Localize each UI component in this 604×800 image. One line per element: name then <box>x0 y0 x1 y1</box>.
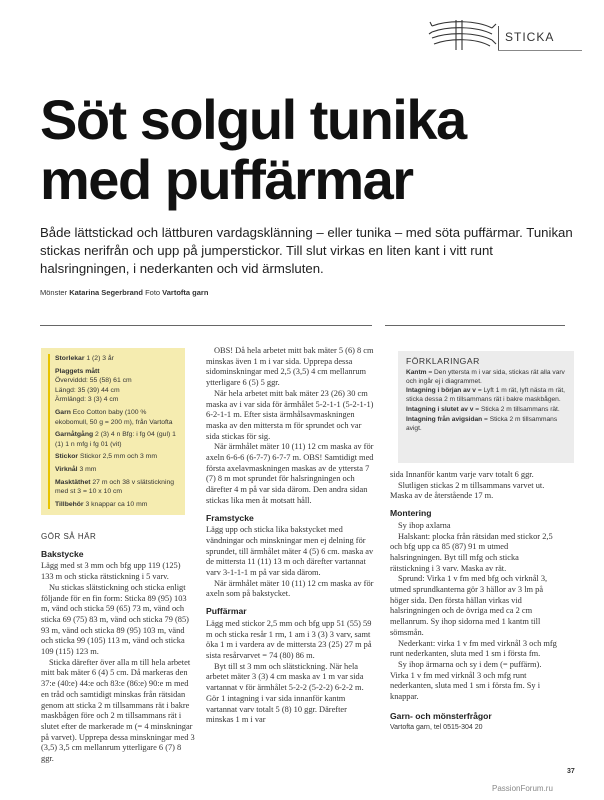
header-rule <box>498 50 582 51</box>
how-to-label: GÖR SÅ HÄR <box>41 532 97 541</box>
explanations-heading: FÖRKLARINGAR <box>406 356 480 366</box>
yarn-skein-icon <box>428 14 498 58</box>
credits: Mönster Katarina Segerbrand Foto Vartofta garn <box>40 288 209 297</box>
sleeve-heading: Puffärmar <box>206 606 247 617</box>
back-heading: Bakstycke <box>41 548 84 559</box>
assembly-heading: Montering <box>390 508 432 519</box>
divider-left <box>40 325 372 326</box>
photo-credit: Vartofta garn <box>162 288 209 297</box>
divider-right <box>385 325 565 326</box>
column-2: OBS! Då hela arbetet mitt bak mäter 5 (6) 8 cm minskas även 1 m i var sida. Upprepa dessa sidominskningar med 2,5 (3,5) 4 cm mellanrum ytterligare 6 (5) 5 ggr. När hela arbetet mitt bak mäter 23 (26) 30 cm maska av i var sida för ärmhålet 5-2-1-1 (5-2-1-1) 6-2-1-1 m. Efter sista ärmhålsavmaskningen maska av den mittersta m för sprundet och var sida stickas för sig. När ärmhålet mäter 10 (11) 12 cm maska av för axeln 6-6-6 (6-7-7) 6-7-7 m. OBS! Samtidigt med första axelavmaskningen maskas av de yttersta 7 (7) 8 m mot sprundet för halsringningen och därefter 4 m på var sida därom. Den andra sidan stickas lika men åt motsatt håll. Framstycke Lägg upp och sticka lika bakstycket med vändningar och minskningar men ej delning för sprundet, till ärmhålet mäter 4 (5) 6 cm. maska av de mittersta 11 (11) 13 m och därefter vartannat varv 3-1-1-1 m på var sida därom. När ärmhålet mäter 10 (11) 12 cm maska av för axeln som på bakstycket. Puffärmar Lägg med stickor 2,5 mm och bfg upp 51 (55) 59 m och sticka resår 1 rm, 1 am i 3 (3) 3 varv, samt öka 1 m i vardera av de mittersta 23 (25) 27 m på sista resårvarvet = 74 (80) 86 m. Byt till st 3 mm och slätstickning. När hela arbetet mäter 3 (3) 4 cm maska av 1 m var sida vartannat v för ärmhålet 5-2-2 (5-2-2) 6-2-2 m. Gör 1 intagning i var sida innanför kantm vartannat varv totalt 5 (8) 10 ggr. Därefter minskas 1 m i var <box>206 346 376 726</box>
page-number: 37 <box>567 768 575 775</box>
column-1: GÖR SÅ HÄR Bakstycke Lägg med st 3 mm och bfg upp 119 (125) 133 m och sticka rätstickning i 5 varv. Nu stickas slätstickning och sticka enligt följande för en fin form: Sticka 89 (95) 103 m, vänd och sticka 59 (65) 73 m, vänd och sticka 69 (75) 83 m, vänd och sticka 79 (85) 93 m, vänd och sticka 89 (95) 103 m, vänd och sticka 99 (105) 113 m, vänd och sticka 109 (115) 123 m. Sticka därefter över alla m till hela arbetet mitt bak mäter 6 (4) 5 cm. Då markeras den 37:e (40:e) 44:e och 83:e (86:e) 90:e m med en tråd och samtidigt minskas från rätsidan genom att sticka 2 m tillsammans rät i bakre maskbågen före och 2 m tillsammans rät i slutet efter de markerade m (= 4 minskningar på varvet). Upprepa dessa minskningar med 3 (3,5) 3,5 cm mellanrum ytterligare 6 (7) 8 ggr. <box>41 532 195 764</box>
column-3: sida Innanför kantm varje varv totalt 6 ggr. Slutligen stickas 2 m tillsammans varvet ut. Maska av de återstående 17 m. Montering Sy ihop axlarna Halskant: plocka från rätsidan med stickor 2,5 och bfg upp ca 85 (87) 91 m utmed halsringningen. Byt till mfg och sticka rätstickning i 3 varv. Maska av rät. Sprund: Virka 1 v fm med bfg och virknål 3, utmed sprundkanterna gör 3 hällor av 3 lm på höger sida. Den första hällan virkas vid halsringningen och de övriga med ca 2 cm mellanrum. Sy ihop sidorna med 1 kantm till sömsmån. Nederkant: virka 1 v fm med virknål 3 och mfg runt nederkanten, sluta med 1 sm i första fm. Sy ihop ärmarna och sy i dem (= puffärm). Virka 1 v fm med virknål 3 och mfg runt nederkanten, sluta med 1 sm i första fm. Sy i knappar. Garn- och mönsterfrågor Vartofta garn, tel 0515-304 20 <box>390 470 557 732</box>
title-line-1: Söt solgul tunika <box>40 88 466 151</box>
pattern-author: Katarina Segerbrand <box>69 288 143 297</box>
yarn-questions-heading: Garn- och mönsterfrågor <box>390 710 492 721</box>
explanations-box: FÖRKLARINGAR Kantm = Den yttersta m i var sida, stickas rät alla varv och ingår ej i diagrammet. Intagning i början av v = Lyft 1 m rät, lyft nästa m rät, sticka dessa 2 m tillsammans rät i bakre maskbågen. Intagning i slutet av v = Sticka 2 m tillsammans rät. Intagning från avigsidan = Sticka 2 m tillsammans avigt. <box>398 351 574 463</box>
article-title <box>40 90 580 210</box>
title-line-2: med puffärmar <box>40 148 413 211</box>
front-heading: Framstycke <box>206 512 254 523</box>
section-tag-label: STICKA <box>505 30 555 44</box>
watermark: PassionForum.ru <box>492 784 553 793</box>
facts-accent-bar <box>48 354 50 509</box>
article-lead: Både lättstickad och lättburen vardagsklänning – eller tunika – med söta puffärmar. Tunikan stickas nerifrån och upp på jumperstickor. Till slut virkas en liten kant i vitt runt halsringningen, i nederkanten och vid ärmsluten. <box>40 225 573 276</box>
facts-box: Storlekar 1 (2) 3 år Plaggets mått Överviddd: 55 (58) 61 cm Längd: 35 (39) 44 cm Ärmlängd: 3 (3) 4 cm Garn Eco Cotton baby (100 % ekobomull, 50 g = 200 m), från Vartofta Garnåtgång 2 (3) 4 n Bfg: i fg 04 (gul) 1 (1) 1 n mfg i fg 01 (vit) Stickor Stickor 2,5 mm och 3 mm Virknål 3 mm Masktäthet 27 m och 38 v slätstickning med st 3 = 10 x 10 cm Tillbehör 3 knappar ca 10 mm <box>41 348 185 515</box>
section-tag <box>498 26 583 50</box>
